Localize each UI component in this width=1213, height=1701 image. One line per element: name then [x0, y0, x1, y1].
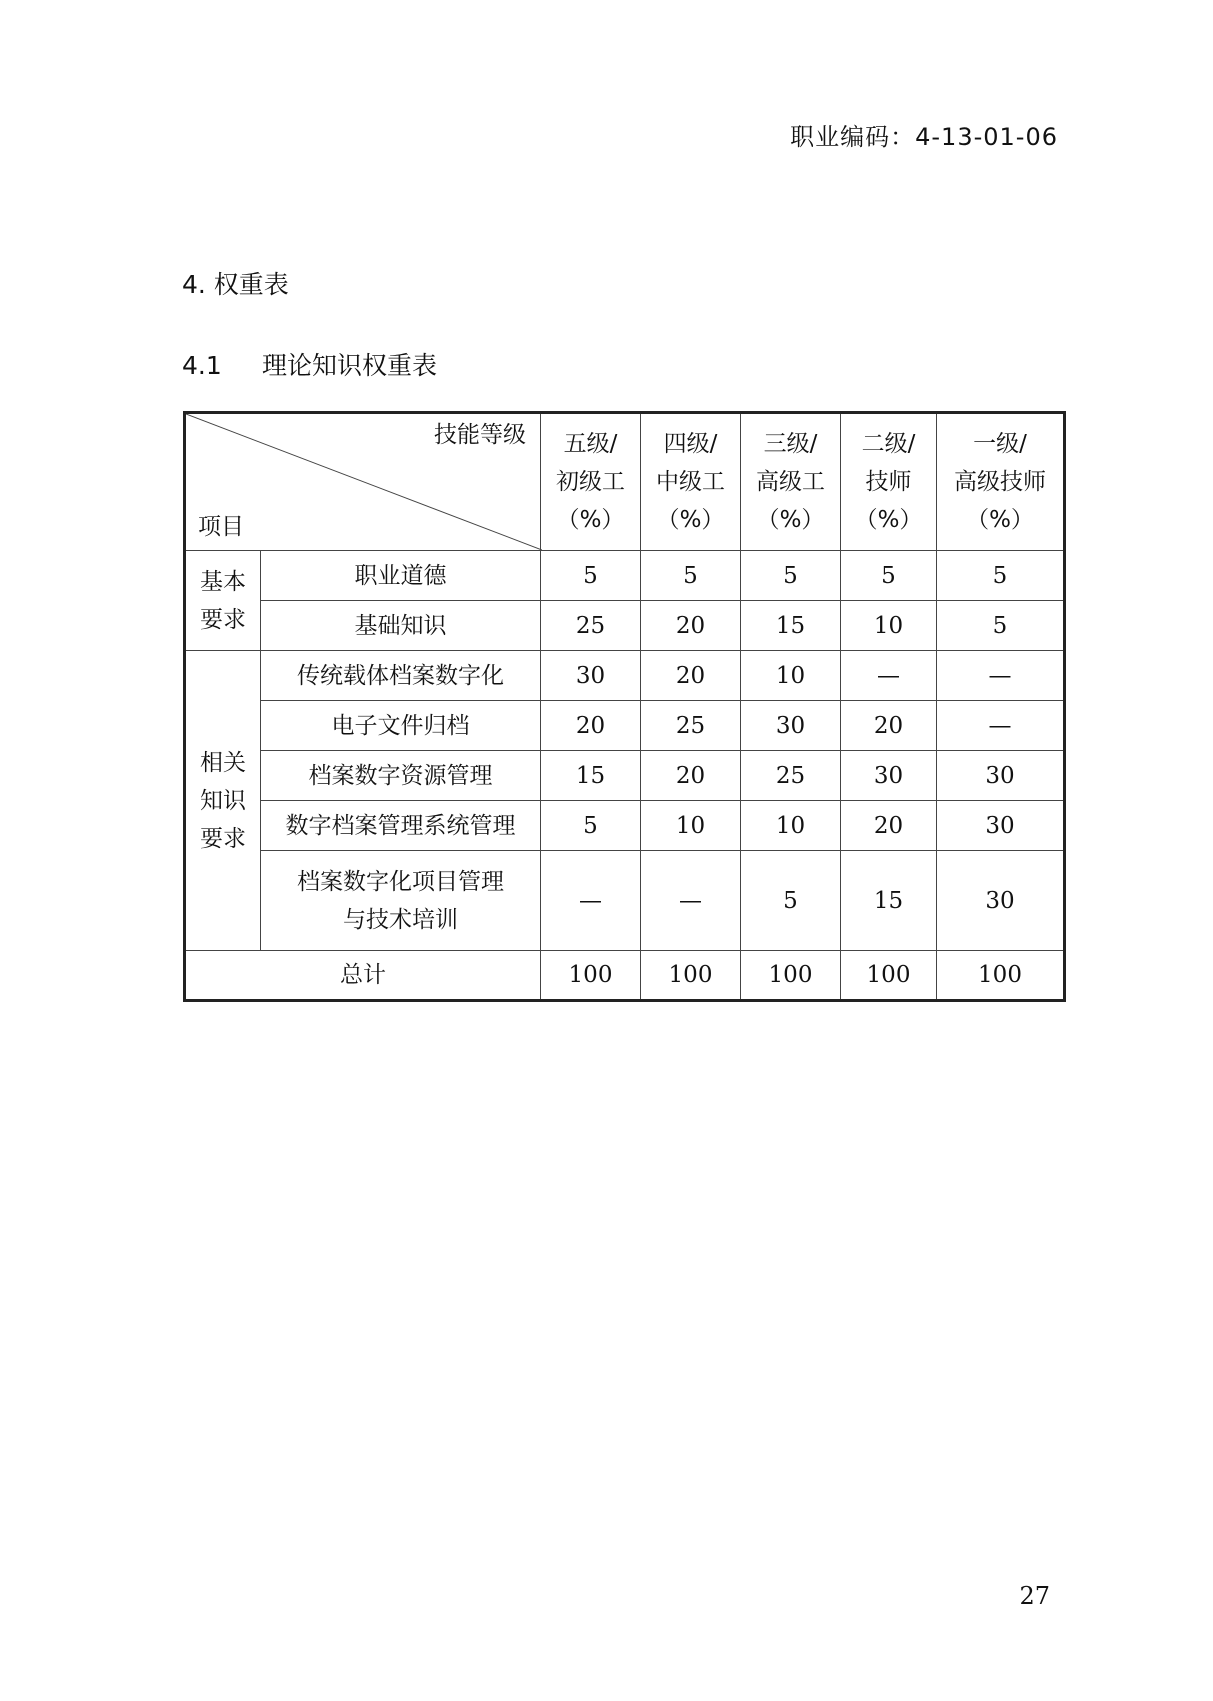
subsection-number: 4.1	[182, 351, 222, 380]
value-cell: 5	[741, 851, 841, 951]
value-cell: 10	[741, 801, 841, 851]
value-cell: 15	[741, 601, 841, 651]
value-cell: 25	[741, 751, 841, 801]
total-label: 总计	[185, 951, 541, 1001]
value-cell: 5	[541, 551, 641, 601]
item-label: 传统载体档案数字化	[261, 651, 541, 701]
table-row	[185, 701, 1065, 751]
total-value-cell: 100	[937, 951, 1065, 1001]
value-cell: —	[841, 651, 937, 701]
table-row	[185, 551, 1065, 601]
table-row	[185, 601, 1065, 651]
value-cell: —	[641, 851, 741, 951]
value-cell: —	[937, 651, 1065, 701]
level-header: 二级/ 技师 （%）	[841, 413, 937, 551]
item-label: 数字档案管理系统管理	[261, 801, 541, 851]
value-cell: 15	[841, 851, 937, 951]
value-cell: 25	[641, 701, 741, 751]
item-label: 电子文件归档	[261, 701, 541, 751]
table-row	[185, 751, 1065, 801]
value-cell: 30	[937, 801, 1065, 851]
total-value-cell: 100	[541, 951, 641, 1001]
value-cell: 20	[541, 701, 641, 751]
value-cell: 20	[641, 651, 741, 701]
value-cell: 5	[641, 551, 741, 601]
corner-bottom-label: 项目	[198, 514, 244, 540]
table-row	[185, 851, 1065, 951]
value-cell: 30	[937, 751, 1065, 801]
corner-top-label: 技能等级	[434, 422, 526, 448]
value-cell: 20	[641, 601, 741, 651]
table-row	[185, 801, 1065, 851]
value-cell: 10	[741, 651, 841, 701]
table-header-row	[185, 413, 1065, 551]
total-row	[185, 951, 1065, 1001]
subsection-heading: 理论知识权重表	[262, 351, 438, 380]
level-header: 四级/ 中级工 （%）	[641, 413, 741, 551]
value-cell: 20	[641, 751, 741, 801]
level-header: 一级/ 高级技师 （%）	[937, 413, 1065, 551]
value-cell: 30	[741, 701, 841, 751]
value-cell: —	[937, 701, 1065, 751]
subsection-title	[182, 346, 437, 382]
level-header: 三级/ 高级工 （%）	[741, 413, 841, 551]
item-label: 职业道德	[261, 551, 541, 601]
value-cell: 10	[841, 601, 937, 651]
value-cell: 5	[541, 801, 641, 851]
item-label: 档案数字化项目管理 与技术培训	[261, 851, 541, 951]
section-title: 4. 权重表	[182, 270, 289, 299]
value-cell: 5	[741, 551, 841, 601]
value-cell: 25	[541, 601, 641, 651]
level-header: 五级/ 初级工 （%）	[541, 413, 641, 551]
group-label-related: 相关 知识 要求	[185, 651, 261, 951]
value-cell: 30	[541, 651, 641, 701]
total-value-cell: 100	[741, 951, 841, 1001]
value-cell: 20	[841, 801, 937, 851]
value-cell: 30	[841, 751, 937, 801]
item-label: 基础知识	[261, 601, 541, 651]
value-cell: 15	[541, 751, 641, 801]
value-cell: 5	[937, 551, 1065, 601]
occupation-code: 职业编码：4-13-01-06	[790, 123, 1058, 151]
table-corner-cell	[185, 413, 541, 551]
group-label-basic: 基本 要求	[185, 551, 261, 651]
value-cell: 5	[841, 551, 937, 601]
theory-weight-table	[183, 411, 1066, 1002]
item-label: 档案数字资源管理	[261, 751, 541, 801]
value-cell: 10	[641, 801, 741, 851]
value-cell: —	[541, 851, 641, 951]
total-value-cell: 100	[641, 951, 741, 1001]
total-value-cell: 100	[841, 951, 937, 1001]
table-row	[185, 651, 1065, 701]
value-cell: 30	[937, 851, 1065, 951]
value-cell: 5	[937, 601, 1065, 651]
value-cell: 20	[841, 701, 937, 751]
page-number: 27	[1019, 1582, 1050, 1610]
